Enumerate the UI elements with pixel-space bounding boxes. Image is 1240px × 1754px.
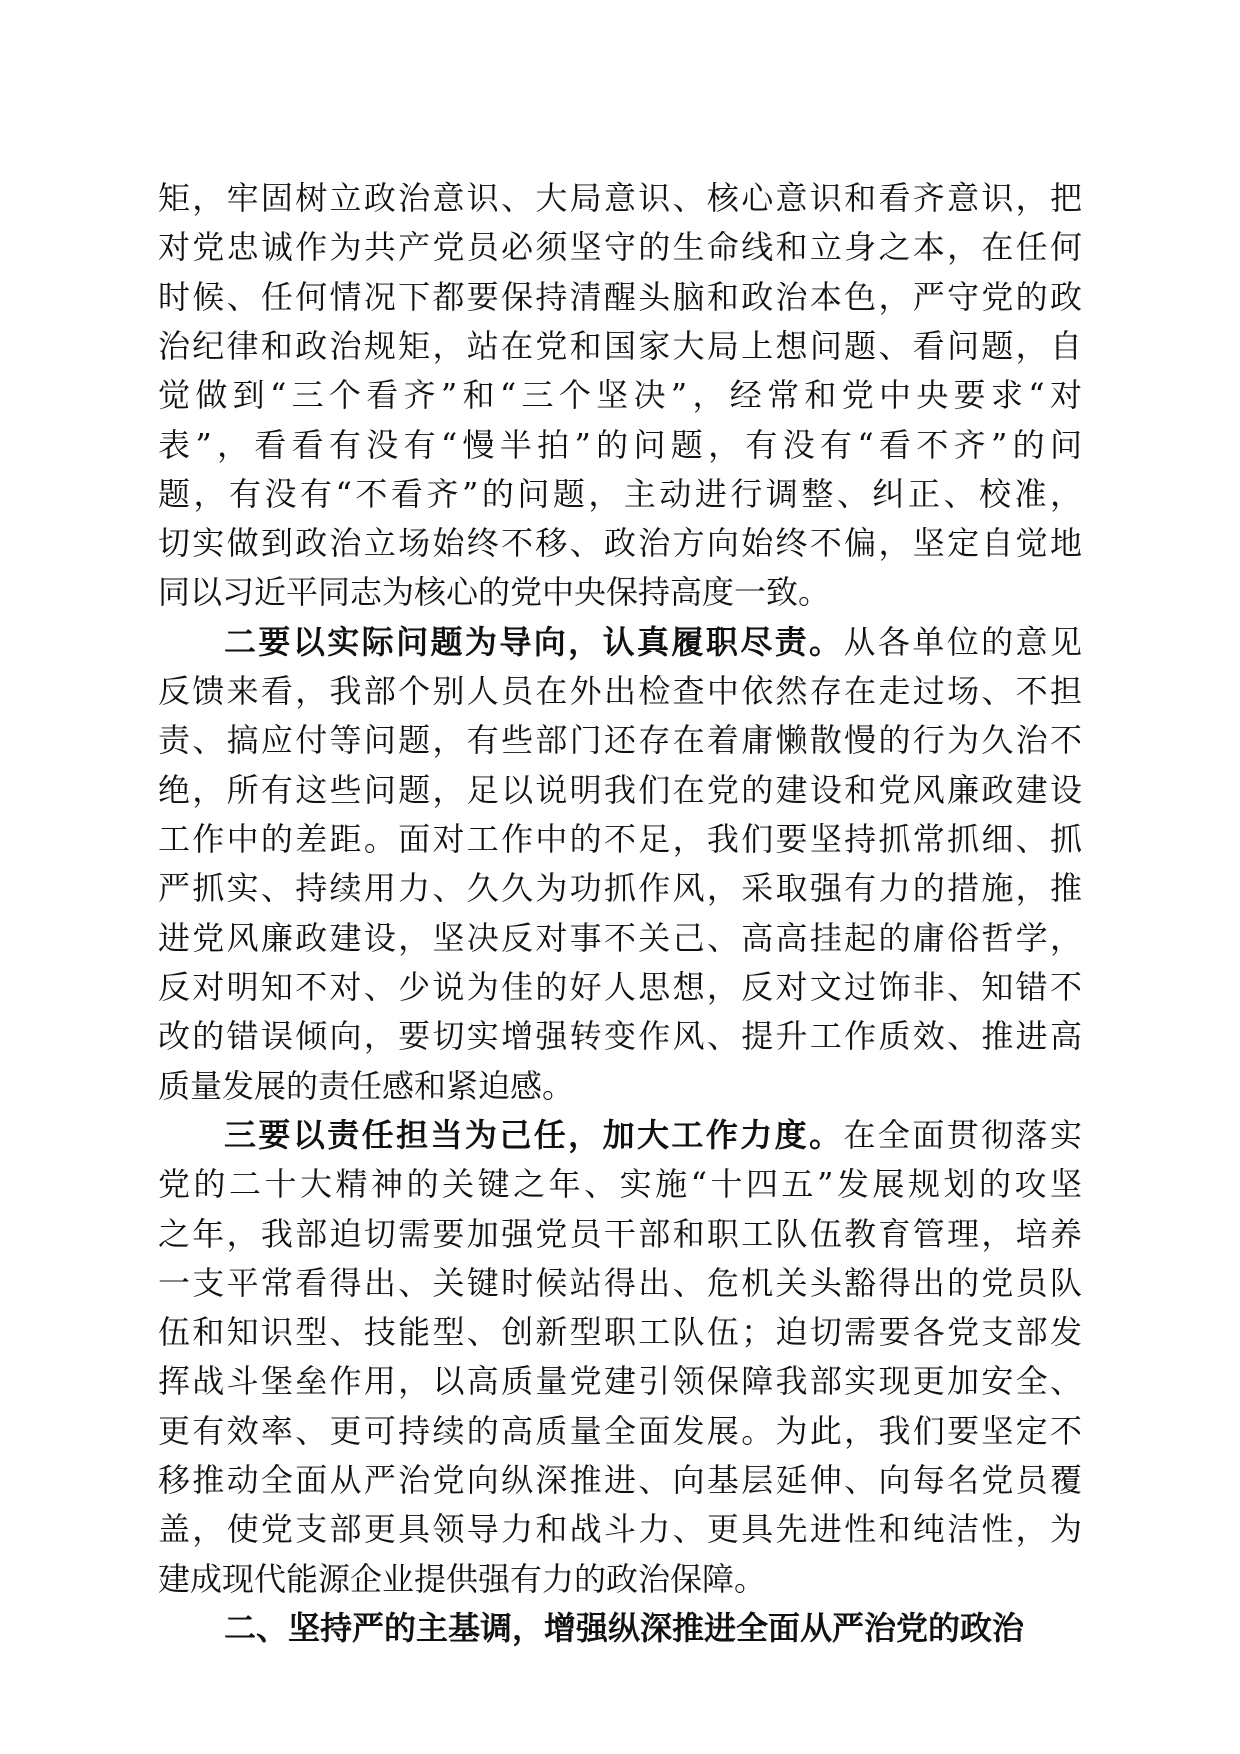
- text-line: 治纪律和政治规矩，站在党和国家大局上想问题、看问题，自: [158, 327, 1082, 365]
- text-line: 对党忠诚作为共产党员必须坚守的生命线和立身之本，在任何: [158, 228, 1082, 266]
- text-line: 移推动全面从严治党向纵深推进、向基层延伸、向每名党员覆: [158, 1461, 1082, 1499]
- text-line: 反馈来看，我部个别人员在外出检查中依然存在走过场、不担: [158, 672, 1082, 710]
- text-line: 一支平常看得出、关键时候站得出、危机关头豁得出的党员队: [158, 1264, 1082, 1302]
- text-line: 题，有没有“不看齐”的问题，主动进行调整、纠正、校准，: [158, 475, 1082, 513]
- paragraph-lead: 三要以责任担当为己任，加大工作力度。: [224, 1116, 844, 1154]
- text-line: 改的错误倾向，要切实增强转变作风、提升工作质效、推进高: [158, 1017, 1082, 1055]
- text-line: 更有效率、更可持续的高质量全面发展。为此，我们要坚定不: [158, 1412, 1082, 1450]
- text-line: 表”，看看有没有“慢半拍”的问题，有没有“看不齐”的问: [158, 426, 1082, 464]
- text-line: 建成现代能源企业提供强有力的政治保障。: [158, 1560, 767, 1598]
- text-line: 矩，牢固树立政治意识、大局意识、核心意识和看齐意识，把: [158, 179, 1082, 217]
- text-line: 进党风廉政建设，坚决反对事不关己、高高挂起的庸俗哲学，: [158, 919, 1082, 957]
- paragraph-lead-rest: 在全面贯彻落实: [843, 1116, 1082, 1154]
- text-line: 切实做到政治立场始终不移、政治方向始终不偏，坚定自觉地: [158, 524, 1082, 562]
- text-line: 绝，所有这些问题，足以说明我们在党的建设和党风廉政建设: [158, 771, 1082, 809]
- text-line: 责、搞应付等问题，有些部门还存在着庸懒散慢的行为久治不: [158, 721, 1082, 759]
- text-line: 工作中的差距。面对工作中的不足，我们要坚持抓常抓细、抓: [158, 820, 1082, 858]
- paragraph-lead: 二要以实际问题为导向，认真履职尽责。: [224, 623, 844, 661]
- text-line: 觉做到“三个看齐”和“三个坚决”，经常和党中央要求“对: [158, 376, 1082, 414]
- text-line: 反对明知不对、少说为佳的好人思想，反对文过饰非、知错不: [158, 968, 1082, 1006]
- text-line: 同以习近平同志为核心的党中央保持高度一致。: [158, 573, 831, 611]
- text-line: 之年，我部迫切需要加强党员干部和职工队伍教育管理，培养: [158, 1215, 1082, 1253]
- text-line: 严抓实、持续用力、久久为功抓作风，采取强有力的措施，推: [158, 869, 1082, 907]
- text-line: 时候、任何情况下都要保持清醒头脑和政治本色，严守党的政: [158, 278, 1082, 316]
- text-line: 质量发展的责任感和紧迫感。: [158, 1067, 575, 1105]
- section-heading: 二、坚持严的主基调，增强纵深推进全面从严治党的政治: [224, 1609, 1025, 1647]
- text-line: 伍和知识型、技能型、创新型职工队伍；迫切需要各党支部发: [158, 1313, 1082, 1351]
- text-line: 盖，使党支部更具领导力和战斗力、更具先进性和纯洁性，为: [158, 1510, 1082, 1548]
- text-line: 党的二十大精神的关键之年、实施“十四五”发展规划的攻坚: [158, 1165, 1082, 1203]
- text-line: 挥战斗堡垒作用，以高质量党建引领保障我部实现更加安全、: [158, 1362, 1082, 1400]
- paragraph-lead-rest: 从各单位的意见: [843, 623, 1082, 661]
